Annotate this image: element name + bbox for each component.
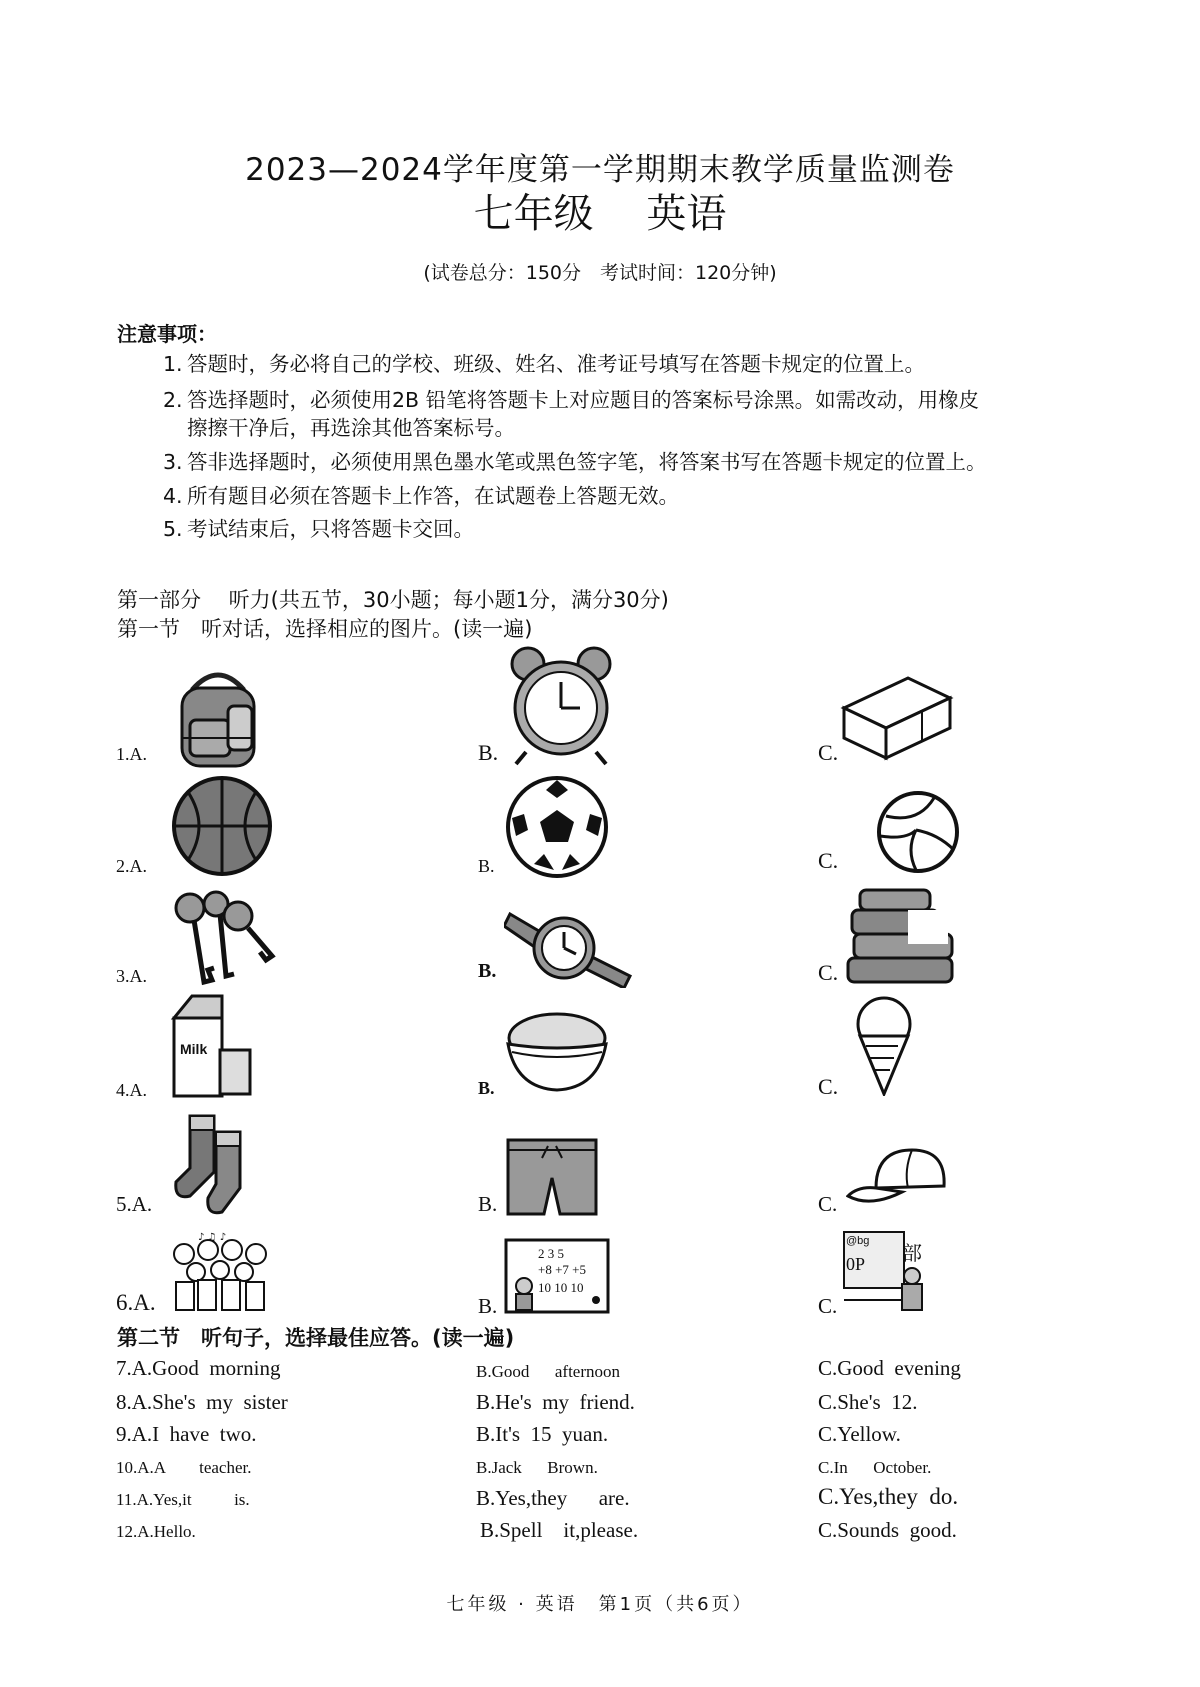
svg-text:10 10 10: 10 10 10 bbox=[538, 1280, 584, 1295]
svg-text:@bg: @bg bbox=[846, 1235, 870, 1247]
books-icon bbox=[842, 888, 958, 988]
q5-label-a: 5.A. bbox=[116, 1192, 153, 1216]
q3-label-b: B. bbox=[478, 960, 497, 982]
q11-option-a: 11.A.Yes,it is. bbox=[116, 1490, 250, 1509]
alarm-clock-icon bbox=[502, 644, 620, 766]
q12-option-c: C.Sounds good. bbox=[818, 1518, 957, 1542]
teacher-board-icon bbox=[842, 1230, 938, 1318]
q12-option-a: 12.A.Hello. bbox=[116, 1522, 196, 1541]
backpack-icon bbox=[162, 660, 274, 772]
notice-heading: 注意事项： bbox=[117, 322, 217, 346]
q6-label-b: B. bbox=[478, 1294, 498, 1318]
q4-label-c: C. bbox=[818, 1074, 839, 1099]
ice-cream-icon bbox=[852, 994, 916, 1096]
q4-label-a: 4.A. bbox=[116, 1080, 147, 1100]
part1-heading: 第一部分 听力(共五节，30小题；每小题1分，满分30分) bbox=[117, 588, 669, 612]
page-footer: 七年级 · 英语 第1页（共6页） bbox=[446, 1594, 754, 1615]
q5-label-c: C. bbox=[818, 1192, 838, 1216]
q9-option-a: 9.A.I have two. bbox=[116, 1422, 257, 1446]
math-blackboard-icon bbox=[504, 1238, 610, 1316]
q9-option-b: B.It's 15 yuan. bbox=[476, 1422, 609, 1446]
q7-option-a: 7.A.Good morning bbox=[116, 1356, 281, 1380]
q2-label-c: C. bbox=[818, 848, 839, 873]
q6-label-a: 6.A. bbox=[116, 1290, 156, 1315]
exam-subtitle bbox=[0, 182, 1200, 239]
notice-item-4: 4. 所有题目必须在答题卡上作答，在试题卷上答题无效。 bbox=[163, 484, 679, 508]
notice-item-1: 1. 答题时，务必将自己的学校、班级、姓名、准考证号填写在答题卡规定的位置上。 bbox=[163, 352, 925, 376]
svg-text:♪ ♫ ♪: ♪ ♫ ♪ bbox=[198, 1232, 227, 1243]
exam-title: 2023—2024学年度第一学期期末教学质量监测卷 bbox=[245, 152, 955, 188]
volleyball-icon bbox=[876, 790, 960, 874]
svg-text:Milk: Milk bbox=[180, 1041, 208, 1057]
socks-icon bbox=[168, 1112, 262, 1218]
q10-option-c: C.In October. bbox=[818, 1458, 932, 1477]
cap-icon bbox=[846, 1146, 950, 1210]
notice-item-5: 5. 考试结束后，只将答题卡交回。 bbox=[163, 517, 474, 541]
q7-option-c: C.Good evening bbox=[818, 1356, 961, 1380]
q1-label-a: 1.A. bbox=[116, 744, 147, 764]
q5-label-b: B. bbox=[478, 1192, 498, 1216]
q3-label-a: 3.A. bbox=[116, 966, 147, 986]
grade-label: 七年级 bbox=[473, 191, 594, 237]
svg-text:+8 +7 +5: +8 +7 +5 bbox=[538, 1262, 586, 1277]
notice-item-2: 2. 答选择题时，必须使用2B 铅笔将答题卡上对应题目的答案标号涂黑。如需改动，用橡皮 擦擦干净后，再选涂其他答案标号。 bbox=[163, 388, 980, 440]
q12-option-b: B.Spell it,please. bbox=[480, 1518, 639, 1542]
q7-option-b: B.Good afternoon bbox=[476, 1362, 621, 1381]
eraser-icon bbox=[838, 668, 956, 762]
section2-heading: 第二节 听句子，选择最佳应答。(读一遍) bbox=[117, 1326, 515, 1350]
basketball-icon bbox=[170, 774, 274, 878]
svg-text:0P: 0P bbox=[846, 1254, 866, 1274]
notice-item-3: 3. 答非选择题时，必须使用黑色墨水笔或黑色签字笔，将答案书写在答题卡规定的位置上。 bbox=[163, 450, 987, 474]
section1-heading: 第一节 听对话，选择相应的图片。(读一遍) bbox=[117, 617, 533, 641]
q10-option-a: 10.A.A teacher. bbox=[116, 1458, 252, 1477]
rice-bowl-icon bbox=[504, 1012, 610, 1092]
q10-option-b: B.Jack Brown. bbox=[476, 1458, 598, 1477]
q9-option-c: C.Yellow. bbox=[818, 1422, 901, 1446]
soccer-ball-icon bbox=[504, 774, 610, 880]
keys-icon bbox=[168, 890, 278, 990]
q8-option-c: C.She's 12. bbox=[818, 1390, 918, 1414]
exam-meta: (试卷总分：150分 考试时间：120分钟) bbox=[423, 262, 777, 284]
svg-text:2 3 5: 2 3 5 bbox=[538, 1246, 564, 1261]
shorts-icon bbox=[504, 1134, 600, 1218]
q6-label-c: C. bbox=[818, 1294, 838, 1318]
q8-option-b: B.He's my friend. bbox=[476, 1390, 635, 1414]
svg-text:部: 部 bbox=[902, 1241, 922, 1265]
q2-label-a: 2.A. bbox=[116, 856, 147, 876]
q2-label-b: B. bbox=[478, 856, 495, 876]
watch-icon bbox=[504, 904, 634, 988]
q11-option-c: C.Yes,they do. bbox=[818, 1484, 959, 1509]
q8-option-a: 8.A.She's my sister bbox=[116, 1390, 288, 1414]
q3-label-c: C. bbox=[818, 960, 839, 985]
q1-label-c: C. bbox=[818, 740, 839, 765]
q11-option-b: B.Yes,they are. bbox=[476, 1486, 630, 1510]
q4-label-b: B. bbox=[478, 1078, 495, 1098]
singing-group-icon bbox=[168, 1232, 276, 1314]
subject-label: 英语 bbox=[646, 191, 727, 237]
q1-label-b: B. bbox=[478, 740, 499, 765]
milk-icon bbox=[168, 994, 254, 1100]
